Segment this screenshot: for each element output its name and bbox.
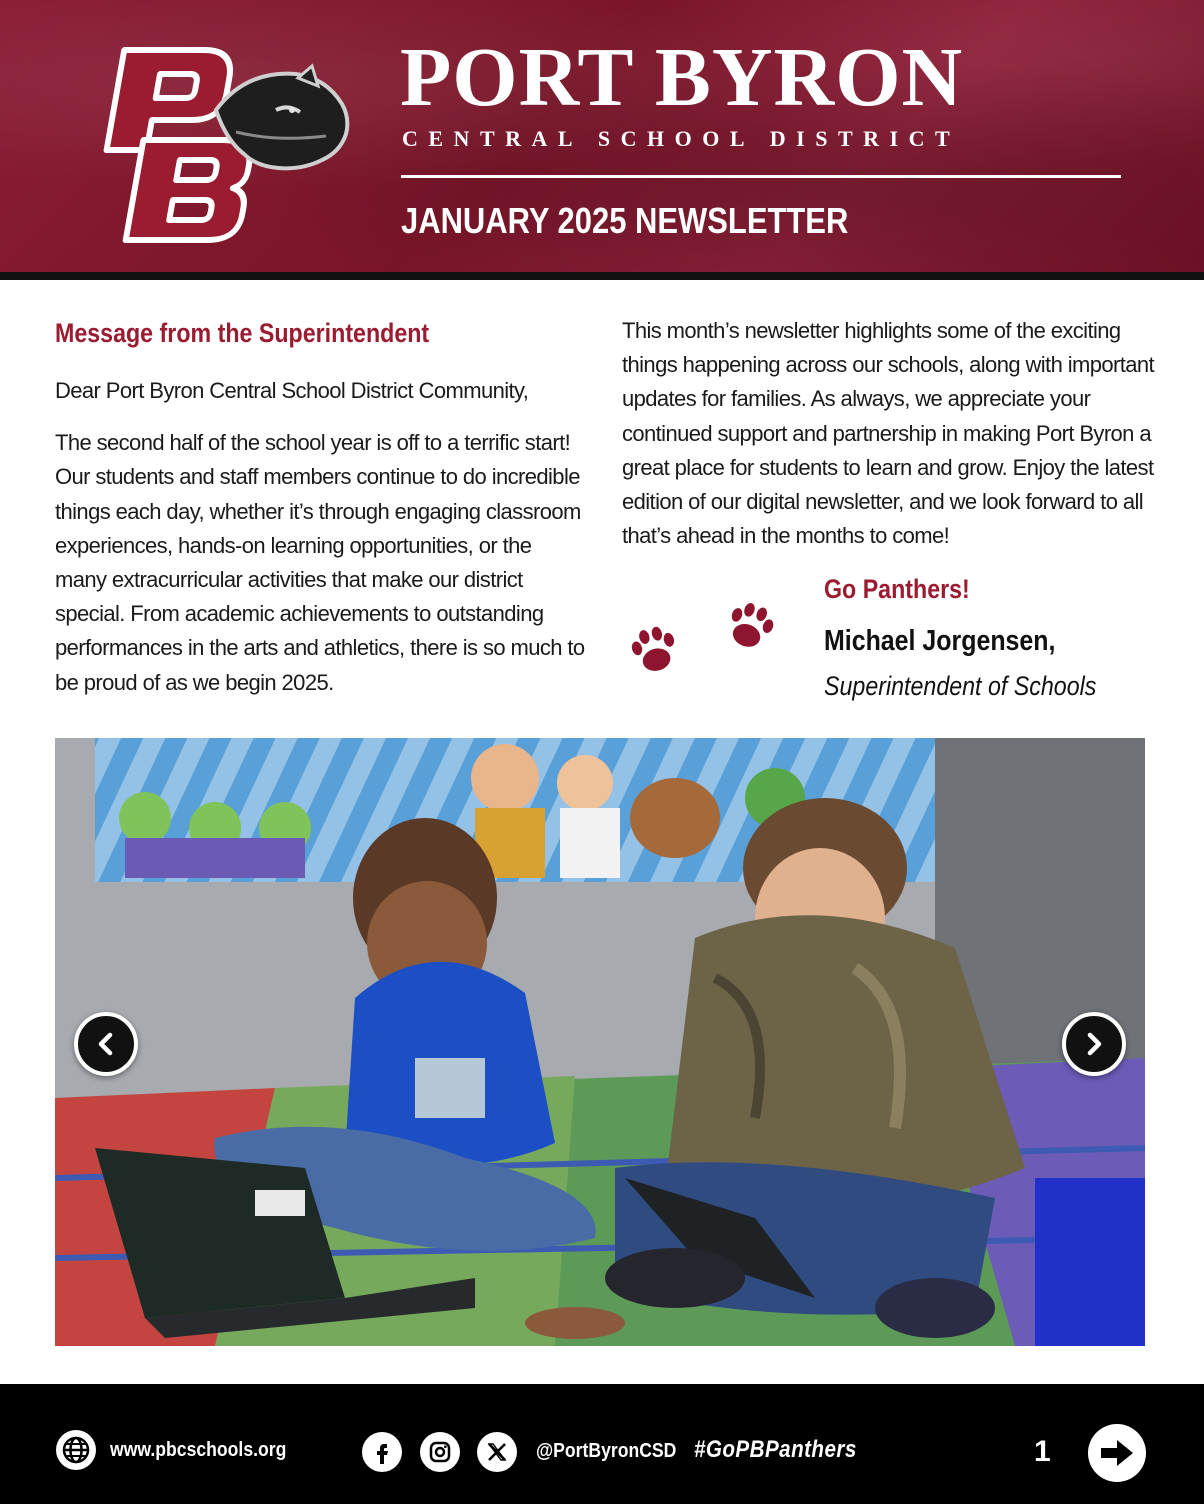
chevron-left-icon xyxy=(93,1031,119,1057)
arrow-right-icon xyxy=(1097,1437,1137,1469)
pb-panther-logo xyxy=(86,40,356,250)
x-icon[interactable] xyxy=(477,1432,517,1472)
page-number: 1 xyxy=(1034,1435,1051,1468)
message-left-column xyxy=(55,314,585,700)
newsletter-header xyxy=(0,0,1204,280)
message-heading: Message from the Superintendent xyxy=(55,318,430,348)
district-name: PORT BYRON xyxy=(400,31,964,124)
feature-photo xyxy=(55,738,1145,1346)
chevron-right-icon xyxy=(1081,1031,1107,1057)
facebook-icon[interactable] xyxy=(362,1432,402,1472)
next-page-button[interactable] xyxy=(1088,1424,1146,1482)
header-divider xyxy=(401,175,1121,178)
message-paragraph-2: This month’s newsletter highlights some of the exciting things happening across our schools, along with important updates for families. As always, we appreciate your continued support and partnership in making Port Byron a great place for students to learn and grow. Enjoy the latest edition of our digital newsletter, and we look forward to all that’s ahead in the months to come! xyxy=(622,318,1155,549)
salutation: Dear Port Byron Central School District Community, xyxy=(55,378,529,403)
newsletter-title: JANUARY 2025 NEWSLETTER xyxy=(401,200,849,241)
hashtag: #GoPBPanthers xyxy=(694,1436,857,1463)
message-right-column xyxy=(622,314,1162,553)
signer-name: Michael Jorgensen, xyxy=(824,625,1056,657)
closing-line: Go Panthers! xyxy=(824,574,970,604)
website-link[interactable] xyxy=(56,1430,310,1470)
carousel-prev-button[interactable] xyxy=(74,1012,138,1076)
globe-icon xyxy=(56,1430,96,1470)
carousel-next-button[interactable] xyxy=(1062,1012,1126,1076)
district-subtitle: CENTRAL SCHOOL DISTRICT xyxy=(402,126,961,151)
paw-print-icon xyxy=(624,620,684,680)
message-paragraph-1: The second half of the school year is off to a terrific start! Our students and staff members continue to do incredible things each day, whether it’s through engaging classroom experiences, hands-on learning opportunities, or the many extracurricular activities that make our district special. From academic achievements to outstanding performances in the arts and athletics, there is so much to be proud of as we begin 2025. xyxy=(55,430,585,695)
paw-print-icon xyxy=(720,596,780,656)
social-handle[interactable]: @PortByronCSD xyxy=(536,1440,677,1462)
students-with-devices-photo xyxy=(55,738,1145,1346)
signoff-block xyxy=(824,570,1141,704)
signer-title: Superintendent of Schools xyxy=(824,671,1097,701)
instagram-icon[interactable] xyxy=(420,1432,460,1472)
website-url: www.pbcschools.org xyxy=(110,1438,287,1461)
